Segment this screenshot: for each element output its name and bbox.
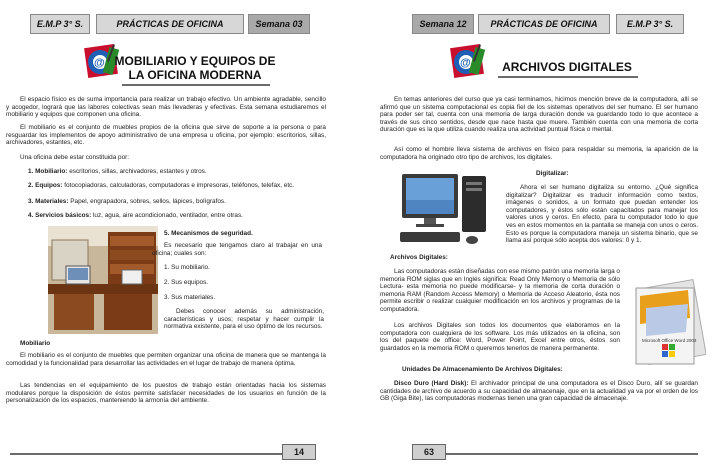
office-furniture-photo [48,226,158,334]
left-footer-bar [10,453,282,455]
disco-duro-paragraph [380,380,698,403]
right-header-week: Semana 12 [412,14,474,34]
right-title-underline [498,76,638,78]
left-title-line1: MOBILIARIO Y EQUIPOS DE [114,54,276,68]
units-title: Unidades De Almacenamiento De Archivos Digitales: [402,366,563,373]
right-paragraph-2: Así como el hombre lleva sistema de archivos en físico para respaldar su memoria, la aparición de la computadora ha originado otro tipo de archivos, los digitales. [380,146,698,161]
security-title: 5. Mecanismos de seguridad. [164,230,253,237]
left-header-week: Semana 03 [248,14,310,34]
svg-text:@: @ [94,57,105,69]
disco-duro-text: El archivador principal de una computadora es el Disco Duro, allí se guardan cantidades de archivo de acuerdo a su capacidad de almacenaje, que en la actualidad ya va por el orden de los GB (Giga Bite), las computadoras modernas tienen una gran capacidad de almacenaje. [380,380,698,403]
left-title-underline [122,84,270,86]
archivos-paragraph-2: Los archivos Digitales son todos los documentos que elaboramos en la computadora con cualquiera de los software. Los más utilizados en la oficina, son los del paquete de office: Word, Power Point, Excel entre otros, éstos son guardados en la memoria ROM o queremos tenerlos de manera permanente. [380,322,620,352]
right-header-school: E.M.P 3° S. [616,14,684,34]
item-3-text: Papel, engrapadora, sobres, sellos, lápices, bolígrafos. [68,198,226,205]
office-logo-icon [446,40,490,84]
left-title-line2: LA OFICINA MODERNA [128,68,262,82]
left-page-number: 14 [282,444,316,460]
right-paragraph-1: En temas anteriores del curso que ya casi terminamos, hicimos mención breve de la computadora, allí se afirmó que un sistema computacional es copia fiel de los sistemas operativos del ser humano. El ser humano para poder ser tal, cuenta con una memoria de larga duración donde va guardando todo lo que acontece a través de sus cinco sentidos, desde que nace hasta que muere. También cuenta con una memoria de corta duración que es la que utiliza cuando realiza una actividad puntual física o mental. [380,96,698,134]
security-list-2: 2. Sus equipos. [164,279,209,286]
archivos-paragraph-1: Las computadoras están diseñadas con ese mismo patrón una memoria larga o memoria ROM siglas que en Inglés significa: Read Only Memory o Memoria de sólo Lectura- esta memoria no puede modificarse- y la memoria de corta duración o memoria RAM (Random Access Memory) o Memoria de Acceso Aleatorio, ésta nos permite escribir o realizar cualquier modificación en los archivos y programas de la computadora. [380,268,620,313]
word-box-label: Microsoft Office Word 2003 [642,338,697,343]
mobiliario-paragraph-1: El mobiliario es el conjunto de muebles que permiten organizar una oficina de manera que se mantenga la comodidad y la funcionalidad para desarrollar las actividades en el lugar de trabajo de manera óptima. [6,352,326,367]
mobiliario-title: Mobiliario [20,340,51,347]
word-2003-box-image [628,278,706,368]
computer-image [396,170,492,250]
left-page [6,0,362,472]
left-paragraph-1: El espacio físico es de suma importancia para realizar un trabajo efectivo. Un ambiente agradable, sencillo y acogedor, logrará que las labores colectivas sean más llevaderas y efectivas. Esta semana estudiaremos el mobiliario y equipos que componen una oficina. [6,96,326,119]
digitalizar-title: Digitalizar: [536,170,569,177]
left-list-item-3 [28,198,328,206]
item-3-label: 3. Materiales: [28,198,69,205]
left-paragraph-2: El mobiliario es el conjunto de muebles propios de la oficina que sirve de soporte a la persona o para resguardar los implementos de apoyo administrativo de una empresa u oficina, por ejemplo: escritorios, sillas, archivadores, estantes, etc. [6,124,326,147]
security-paragraph: Es necesario que tengamos claro al trabajar en una oficina; cuales son: [152,242,322,257]
right-header-subject: PRÁCTICAS DE OFICINA [478,14,610,34]
digitalizar-paragraph: Ahora el ser humano digitaliza su entorno. ¿Qué significa digitalizar? Digitalizar es traducir información como textos, imágenes o sonidos, a un formato que puedan entender los computadores, y éstos sólo están capacitados para manejar los valores unos y ceros. En efecto, para tu computador todo lo que ves en estos momentos en la pantalla se maneja con unos o ceros. Esto es porque la computadora maneja un sistema binario, que se llama así porque sólo acepta dos valores: 0 y 1. [506,184,698,245]
left-list-item-2 [28,182,328,190]
item-2-text: fotocopiadoras, calculadoras, computadoras e impresoras, teléfonos, telefax, etc. [62,182,295,189]
right-page-number: 63 [412,444,446,460]
left-header-subject: PRÁCTICAS DE OFICINA [96,14,244,34]
item-4-label: 4. Servicios básicos: [28,212,92,219]
item-1-label: 1. Mobiliario: [28,168,68,175]
left-paragraph-3: Una oficina debe estar constituida por: [20,154,130,161]
item-2-label: 2. Equipos: [28,182,63,189]
security-list-1: 1. Su mobiliario. [164,264,210,271]
archivos-digitales-title: Archivos Digitales: [390,254,448,261]
mobiliario-paragraph-2: Las tendencias en el equipamiento de los puestos de trabajo están orientadas hacia los sistemas modulares porque la disposición de éstos permite satisfacer necesidades de los usuarios en función de la personalización de los espacios, manteniendo la armonía del ambiente. [6,382,326,405]
security-list-3: 3. Sus materiales. [164,294,216,301]
item-1-text: escritorios, sillas, archivadores, estantes y otros. [67,168,207,175]
right-page [376,0,728,472]
item-4-text: luz, agua, aire acondicionado, ventilador, entre otras. [91,212,243,219]
left-list-item-1 [28,168,328,176]
right-title: ARCHIVOS DIGITALES [502,60,632,74]
left-header-school: E.M.P 3° S. [30,14,90,34]
left-list-item-4 [28,212,328,220]
right-footer-bar [446,453,698,455]
security-paragraph-2: Debes conocer además su administración, características y usos; respetar y hacer cumplir la normativa existente, para el uso óptimo de los recursos. [164,308,324,331]
disco-duro-label: Disco Duro (Hard Disk): [394,380,469,387]
svg-text:@: @ [460,57,471,69]
